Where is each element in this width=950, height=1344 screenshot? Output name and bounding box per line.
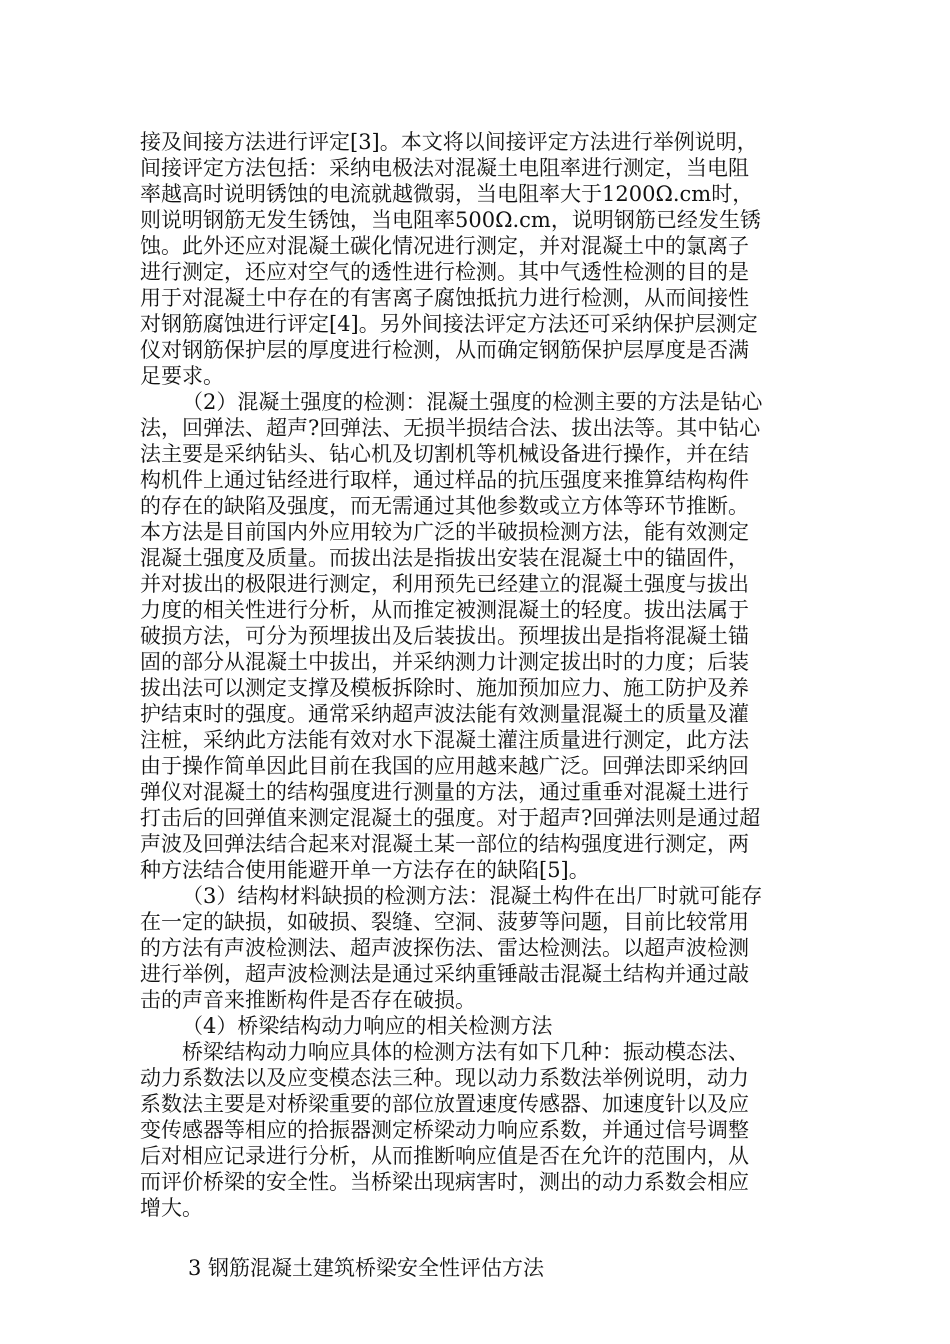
text-line: 法主要是采纳钻头、钻心机及切割机等机械设备进行操作，并在结 [140, 442, 749, 466]
text-line: 动力系数法以及应变模态法三种。现以动力系数法举例说明，动力 [140, 1066, 749, 1090]
text-line: 打击后的回弹值来测定混凝土的强度。对于超声?回弹法则是通过超 [140, 806, 761, 830]
text-line: 注桩，采纳此方法能有效对水下混凝土灌注质量进行测定，此方法 [140, 728, 749, 752]
text-line: 法，回弹法、超声?回弹法、无损半损结合法、拔出法等。其中钻心 [140, 416, 761, 440]
text-line: 对钢筋腐蚀进行评定[4]。另外间接法评定方法还可采纳保护层测定 [140, 312, 758, 336]
paragraph-heading-2: （2）混凝土强度的检测：混凝土强度的检测主要的方法是钻心 [182, 390, 763, 414]
text-line: 固的部分从混凝土中拔出，并采纳测力计测定拔出时的力度；后装 [140, 650, 749, 674]
text-line: 系数法主要是对桥梁重要的部位放置速度传感器、加速度针以及应 [140, 1092, 749, 1116]
text-line: 增大。 [140, 1196, 203, 1220]
text-line: 护结束时的强度。通常采纳超声波法能有效测量混凝土的质量及灌 [140, 702, 749, 726]
text-line: 间接评定方法包括：采纳电极法对混凝土电阻率进行测定，当电阻 [140, 156, 749, 180]
text-line: 而评价桥梁的安全性。当桥梁出现病害时，测出的动力系数会相应 [140, 1170, 749, 1194]
text-line: 仪对钢筋保护层的厚度进行检测，从而确定钢筋保护层厚度是否满 [140, 338, 749, 362]
text-line: 力度的相关性进行分析，从而推定被测混凝土的轻度。拔出法属于 [140, 598, 749, 622]
text-line: 混凝土强度及质量。而拔出法是指拔出安装在混凝土中的锚固件， [140, 546, 749, 570]
text-line: 声波及回弹法结合起来对混凝土某一部位的结构强度进行测定，两 [140, 832, 749, 856]
section-heading: 3 钢筋混凝土建筑桥梁安全性评估方法 [188, 1256, 545, 1280]
text-line: 用于对混凝土中存在的有害离子腐蚀抵抗力进行检测，从而间接性 [140, 286, 749, 310]
text-line: 由于操作简单因此目前在我国的应用越来越广泛。回弹法即采纳回 [140, 754, 749, 778]
text-line: 率越高时说明锈蚀的电流就越微弱，当电阻率大于1200Ω.cm时， [140, 182, 754, 206]
text-line: 破损方法，可分为预埋拔出及后装拔出。预埋拔出是指将混凝土锚 [140, 624, 749, 648]
text-line: 的存在的缺陷及强度，而无需通过其他参数或立方体等环节推断。 [140, 494, 749, 518]
text-line: 种方法结合使用能避开单一方法存在的缺陷[5]。 [140, 858, 590, 882]
text-line: 足要求。 [140, 364, 224, 388]
text-line: 并对拔出的极限进行测定，利用预先已经建立的混凝土强度与拔出 [140, 572, 749, 596]
text-line: 桥梁结构动力响应具体的检测方法有如下几种：振动模态法、 [182, 1040, 749, 1064]
text-line: 拔出法可以测定支撑及模板拆除时、施加预加应力、施工防护及养 [140, 676, 749, 700]
paragraph-heading-4: （4）桥梁结构动力响应的相关检测方法 [182, 1014, 553, 1038]
text-line: 变传感器等相应的拾振器测定桥梁动力响应系数，并通过信号调整 [140, 1118, 749, 1142]
text-line: 接及间接方法进行评定[3]。本文将以间接评定方法进行举例说明， [140, 130, 758, 154]
text-line: 本方法是目前国内外应用较为广泛的半破损检测方法，能有效测定 [140, 520, 749, 544]
text-line: 进行测定，还应对空气的透性进行检测。其中气透性检测的目的是 [140, 260, 749, 284]
text-line: 后对相应记录进行分析，从而推断响应值是否在允许的范围内，从 [140, 1144, 749, 1168]
text-line: 在一定的缺损，如破损、裂缝、空洞、菠萝等问题，目前比较常用 [140, 910, 749, 934]
text-line: 的方法有声波检测法、超声波探伤法、雷达检测法。以超声波检测 [140, 936, 749, 960]
text-line: 构机件上通过钻经进行取样，通过样品的抗压强度来推算结构构件 [140, 468, 749, 492]
text-line: 击的声音来推断构件是否存在破损。 [140, 988, 476, 1012]
text-line: 则说明钢筋无发生锈蚀，当电阻率500Ω.cm，说明钢筋已经发生锈 [140, 208, 761, 232]
text-line: 进行举例，超声波检测法是通过采纳重锤敲击混凝土结构并通过敲 [140, 962, 749, 986]
text-line: 弹仪对混凝土的结构强度进行测量的方法，通过重垂对混凝土进行 [140, 780, 749, 804]
text-line: 蚀。此外还应对混凝土碳化情况进行测定，并对混凝土中的氯离子 [140, 234, 749, 258]
paragraph-heading-3: （3）结构材料缺损的检测方法：混凝土构件在出厂时就可能存 [182, 884, 763, 908]
